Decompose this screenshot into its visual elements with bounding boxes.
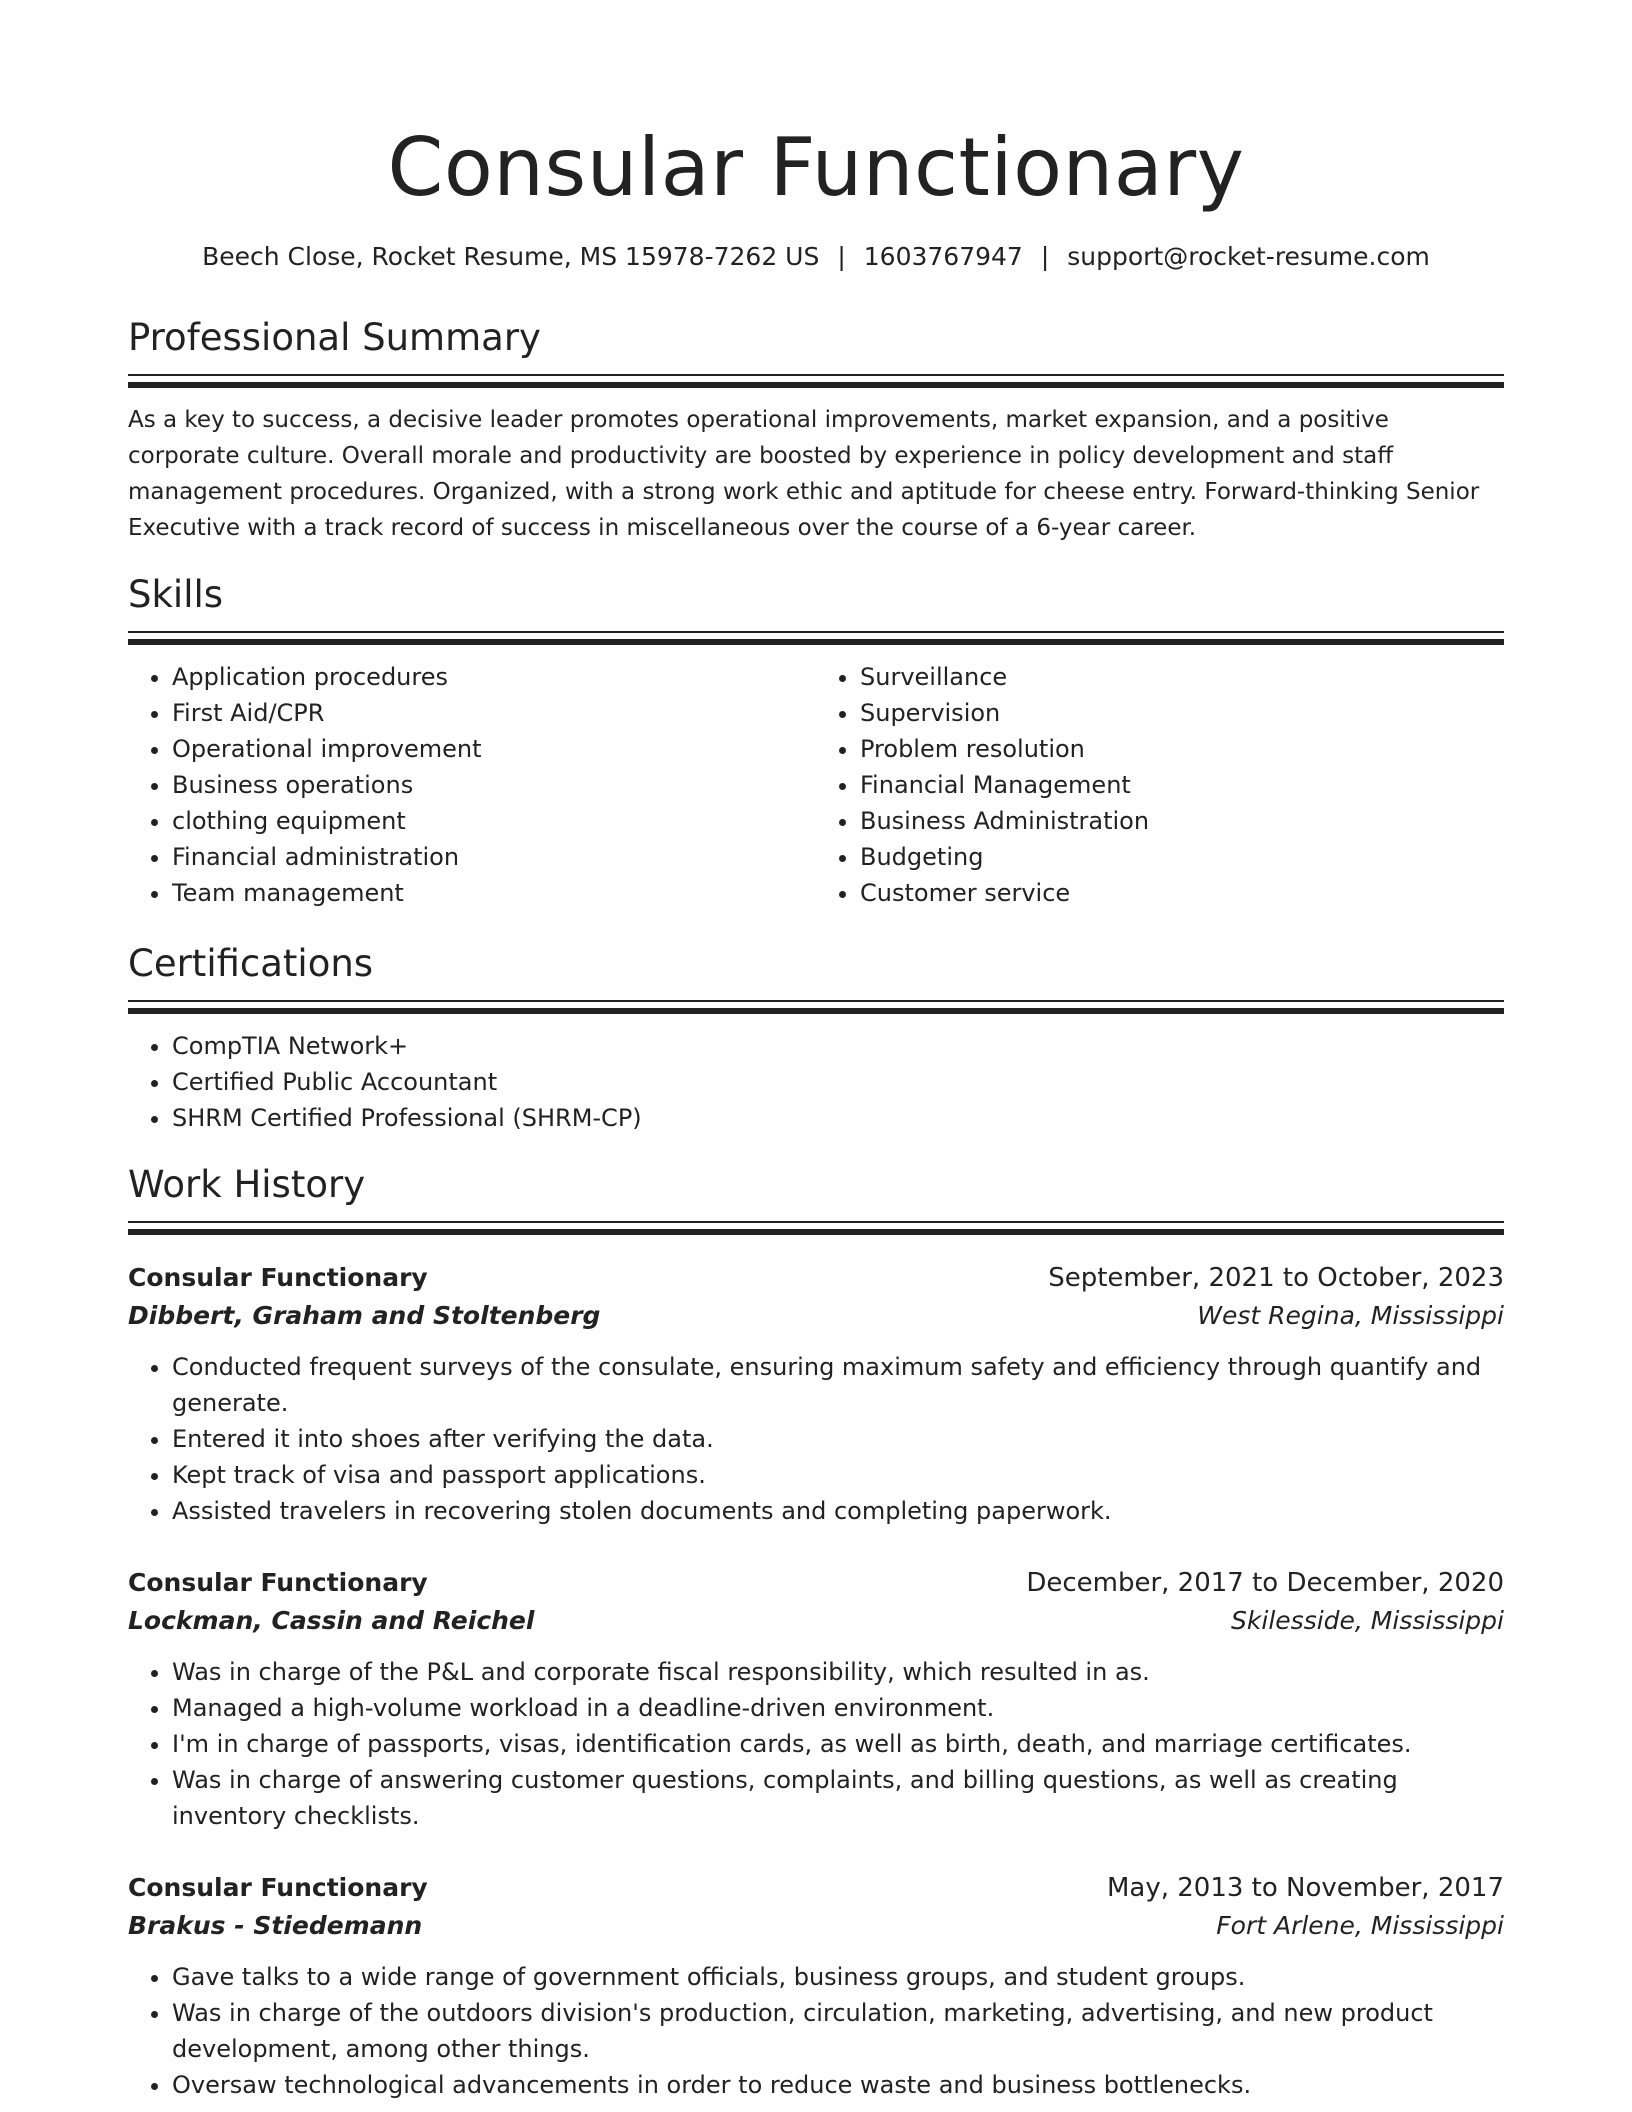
certification-item: • CompTIA Network+: [172, 1028, 1504, 1064]
job-bullet: • Assisted travelers in recovering stolen documents and completing paperwork.: [172, 1493, 1504, 1529]
section-divider-thick: [128, 639, 1504, 645]
section-divider: [128, 1221, 1504, 1223]
contact-phone: 1603767947: [863, 242, 1023, 271]
job-title: Consular Functionary: [128, 1873, 428, 1902]
candidate-name: Consular Functionary: [387, 121, 1245, 214]
skill-item: • clothing equipment: [172, 803, 816, 839]
section-divider-thick: [128, 1229, 1504, 1235]
job-bullet: • Was in charge of answering customer questions, complaints, and billing questions, as well as creating inventory checklists.: [172, 1762, 1504, 1834]
job-dates: September, 2021 to October, 2023: [1048, 1263, 1504, 1293]
skill-item: • Problem resolution: [860, 731, 1504, 767]
skill-item: • First Aid/CPR: [172, 695, 816, 731]
job-bullet: • Entered it into shoes after verifying the data.: [172, 1421, 1504, 1457]
job-location: Skilesside, Mississippi: [1231, 1606, 1504, 1635]
section-divider: [128, 631, 1504, 633]
job-bullets: [128, 1654, 1504, 1834]
contact-separator: |: [837, 242, 846, 271]
job-bullet: • Gave talks to a wide range of government officials, business groups, and student groups.: [172, 1959, 1504, 1995]
certification-item: • SHRM Certified Professional (SHRM-CP): [172, 1100, 1504, 1136]
summary-section: [128, 314, 1504, 546]
summary-heading: Professional Summary: [128, 316, 541, 359]
section-divider-thick: [128, 1008, 1504, 1014]
skills-list-left: [128, 659, 816, 911]
job-entry: [128, 1869, 1504, 2103]
job-company: Dibbert, Graham and Stoltenberg: [128, 1301, 601, 1330]
skill-item: • Application procedures: [172, 659, 816, 695]
job-dates: May, 2013 to November, 2017: [1106, 1873, 1504, 1903]
job-bullets: [128, 1959, 1504, 2103]
job-bullets: [128, 1349, 1504, 1529]
job-bullet: • I'm in charge of passports, visas, identification cards, as well as birth, death, and marriage certificates.: [172, 1726, 1504, 1762]
skills-list-right: [816, 659, 1504, 911]
skill-item: • Business operations: [172, 767, 816, 803]
work-history-section: [128, 1161, 1504, 1235]
job-title: Consular Functionary: [128, 1263, 428, 1292]
job-company: Brakus - Stiedemann: [128, 1911, 423, 1940]
section-divider: [128, 374, 1504, 376]
section-divider-thick: [128, 382, 1504, 388]
job-entry: [128, 1259, 1504, 1529]
certifications-heading: Certifications: [128, 942, 374, 985]
job-bullet: • Oversaw technological advancements in order to reduce waste and business bottlenecks.: [172, 2067, 1504, 2103]
job-bullet: • Was in charge of the P&L and corporate fiscal responsibility, which resulted in as.: [172, 1654, 1504, 1690]
work-history-heading: Work History: [128, 1163, 366, 1206]
certifications-section: [128, 940, 1504, 1136]
section-divider: [128, 1000, 1504, 1002]
contact-address: Beech Close, Rocket Resume, MS 15978-7262 US: [202, 242, 820, 271]
contact-separator: |: [1040, 242, 1050, 271]
job-location: Fort Arlene, Mississippi: [1216, 1911, 1504, 1940]
job-bullet: • Was in charge of the outdoors division's production, circulation, marketing, advertising, and new product development, among other things.: [172, 1995, 1504, 2067]
skill-item: • Business Administration: [860, 803, 1504, 839]
skill-item: • Supervision: [860, 695, 1504, 731]
job-entry: [128, 1564, 1504, 1834]
contact-email: support@rocket-resume.com: [1067, 242, 1430, 271]
skill-item: • Customer service: [860, 875, 1504, 911]
certifications-list: [128, 1028, 1504, 1136]
skill-item: • Operational improvement: [172, 731, 816, 767]
job-company: Lockman, Cassin and Reichel: [128, 1606, 535, 1635]
certification-item: • Certified Public Accountant: [172, 1064, 1504, 1100]
skill-item: • Financial Management: [860, 767, 1504, 803]
skill-item: • Team management: [172, 875, 816, 911]
job-dates: December, 2017 to December, 2020: [1026, 1568, 1504, 1598]
job-bullet: • Managed a high-volume workload in a deadline-driven environment.: [172, 1690, 1504, 1726]
job-bullet: • Conducted frequent surveys of the consulate, ensuring maximum safety and efficiency through quantify and generate.: [172, 1349, 1504, 1421]
job-location: West Regina, Mississippi: [1197, 1301, 1504, 1330]
skill-item: • Budgeting: [860, 839, 1504, 875]
contact-line: [128, 240, 1504, 274]
skills-section: [128, 571, 1504, 911]
job-bullet: • Kept track of visa and passport applications.: [172, 1457, 1504, 1493]
job-title: Consular Functionary: [128, 1568, 428, 1597]
skills-columns: [128, 659, 1504, 911]
summary-text: As a key to success, a decisive leader promotes operational improvements, market expansion, and a positive corporate culture. Overall morale and productivity are boosted by experience in policy development and staff management procedures. Organized, with a strong work ethic and aptitude for cheese entry. Forward-thinking Senior Executive with a track record of success in miscellaneous over the course of a 6-year career.: [128, 407, 1480, 541]
skill-item: • Financial administration: [172, 839, 816, 875]
skills-heading: Skills: [128, 573, 224, 616]
skill-item: • Surveillance: [860, 659, 1504, 695]
